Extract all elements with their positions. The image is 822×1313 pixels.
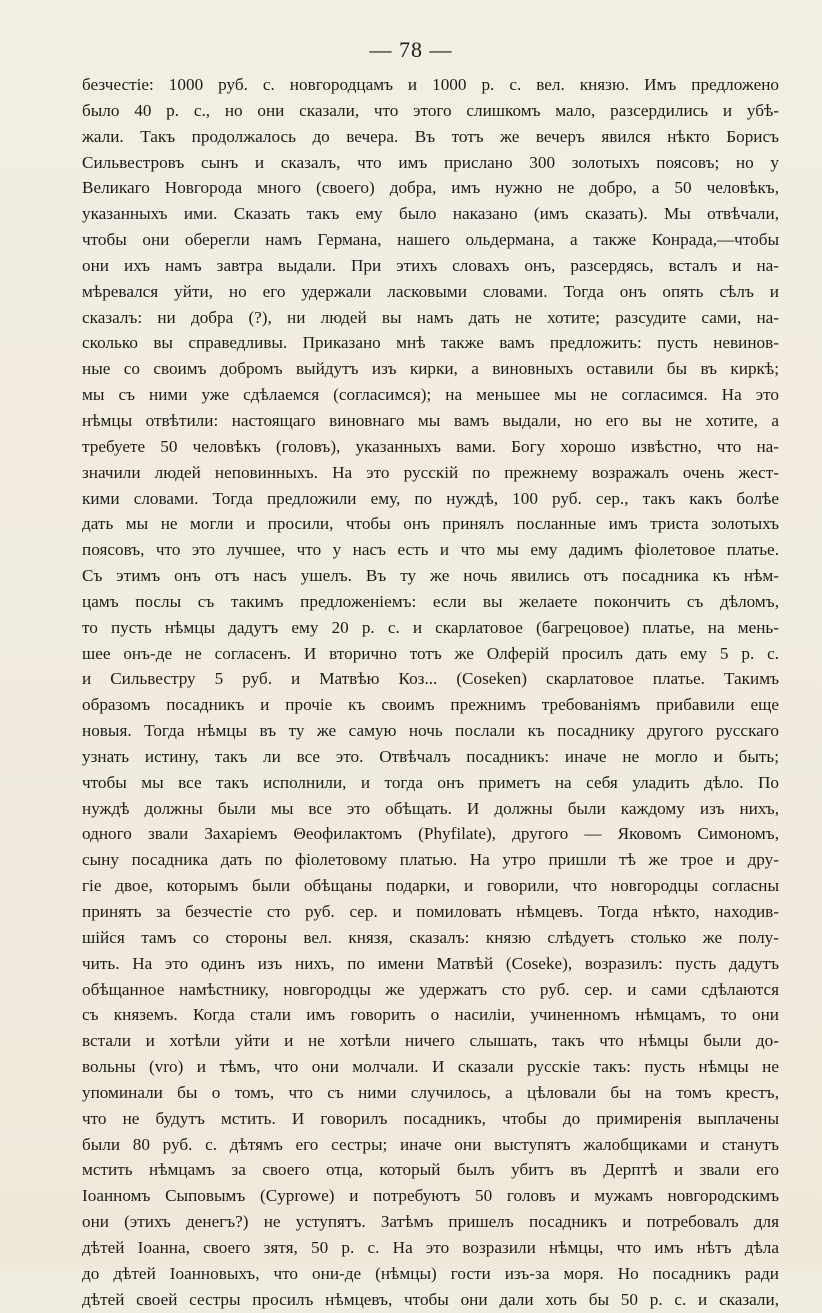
text-line: шійся тамъ со стороны вел. князя, сказалъ: князю слѣдуетъ столько же полу- [82, 927, 779, 947]
text-line: сколько вы справедливы. Приказано мнѣ также вамъ предложить: пусть невинов- [82, 333, 779, 353]
text-line: было 40 р. с., но они сказали, что этого слишкомъ мало, разсердились и убѣ- [82, 100, 779, 120]
text-line: значили людей неповинныхъ. На это русскій по прежнему возражалъ очень жест- [82, 462, 779, 482]
text-line: упоминали бы о томъ, что съ ними случилось, а цѣловали бы на томъ крестъ, [82, 1082, 779, 1102]
page-number: — 78 — [369, 37, 453, 62]
text-line: шее онъ-де не согласенъ. И вторично тотъ же Олферій просилъ дать ему 5 р. с. [82, 643, 779, 663]
body-text [82, 72, 779, 1313]
text-line: Сильвестровъ сынъ и сказалъ, что имъ прислано 300 золотыхъ поясовъ; но у [82, 152, 779, 172]
text-line: указанныхъ ими. Сказать такъ ему было наказано (имъ сказать). Мы отвѣчали, [82, 204, 779, 224]
text-line: мѣревался уйти, но его удержали ласковыми словами. Тогда онъ опять сѣлъ и [82, 281, 779, 301]
text-line: принять за безчестіе сто руб. сер. и помиловать нѣмцевъ. Тогда нѣкто, находив- [82, 902, 779, 921]
text-line: цамъ послы съ такимъ предложеніемъ: если вы желаете покончить съ дѣломъ, [82, 591, 779, 611]
text-line: ные со своимъ добромъ выйдутъ изъ кирки, а виновныхъ оставили бы въ киркѣ; [82, 359, 779, 379]
text-line: до дѣтей Іоанновыхъ, что они-де (нѣмцы) гости изъ-за моря. Но посадникъ ради [82, 1263, 779, 1283]
text-line: поясовъ, что это лучшее, что у насъ есть и что мы ему дадимъ фіолетовое платье. [82, 540, 779, 560]
text-line: вольны (vro) и тѣмъ, что они молчали. И сказали русскіе такъ: пусть нѣмцы не [82, 1057, 779, 1077]
text-line: чтобы мы все такъ исполнили, и тогда онъ приметъ на себя уладить дѣло. По [82, 772, 779, 792]
text-line: чтобы они оберегли намъ Германа, нашего ольдермана, а также Конрада,—чтобы [82, 230, 779, 250]
text-line: они ихъ намъ завтра выдали. При этихъ словахъ онъ, разсердясь, всталъ и на- [82, 255, 779, 275]
text-line: образомъ посадникъ и прочіе къ своимъ прежнимъ требованіямъ прибавили еще [82, 695, 779, 715]
text-line: мстить нѣмцамъ за своего отца, который былъ убитъ въ Дерптѣ и звали его [82, 1160, 779, 1180]
text-line: нѣмцы отвѣтили: настоящаго виновнаго мы вамъ выдали, но его вы не хотите, а [82, 410, 779, 430]
text-line: встали и хотѣли уйти и не хотѣли ничего слышать, такъ что нѣмцы были до- [82, 1031, 779, 1051]
text-line: чить. На это одинъ изъ нихъ, по имени Матвѣй (Coseke), возразилъ: пусть дадутъ [82, 953, 779, 973]
text-line: дѣтей Іоанна, своего зятя, 50 р. с. На это возразили нѣмцы, что имъ нѣтъ дѣла [82, 1237, 779, 1257]
text-line: нуждѣ должны были мы все это обѣщать. И должны были каждому изъ нихъ, [82, 798, 779, 818]
text-line: и Сильвестру 5 руб. и Матвѣю Коз... (Coseken) скарлатовое платье. Такимъ [82, 669, 779, 689]
text-line: новыя. Тогда нѣмцы въ ту же самую ночь послали къ посаднику другого русскаго [82, 721, 779, 741]
text-line: одного звали Захаріемъ Θеофилактомъ (Phyfilate), другого — Яковомъ Симономъ, [82, 824, 779, 844]
text-line: мы съ ними уже сдѣлаемся (согласимся); на меньшее мы не согласимся. На это [82, 385, 779, 405]
text-line: сыну посадника дать по фіолетовому платью. На утро пришли тѣ же трое и дру- [82, 850, 779, 870]
text-line: сказалъ: ни добра (?), ни людей вы намъ дать не хотите; разсудите сами, на- [82, 307, 779, 327]
text-line: дать мы не могли и просили, чтобы онъ принялъ посланные имъ триста золотыхъ [82, 514, 779, 534]
text-line: обѣщанное намѣстнику, новгородцы же удержатъ сто руб. сер. и сами сдѣлаются [82, 979, 779, 999]
text-line: гіе двое, которымъ были обѣщаны подарки, и говорили, что новгородцы согласны [82, 876, 779, 896]
text-line: были 80 руб. с. дѣтямъ его сестры; иначе они выступятъ жалобщиками и станутъ [82, 1134, 779, 1154]
text-line: то пусть нѣмцы дадутъ ему 20 р. с. и скарлатовое (багрецовое) платье, на мень- [82, 617, 779, 637]
text-line: дѣтей своей сестры просилъ нѣмцевъ, чтобы они дали хоть бы 50 р. с. и сказали, [82, 1289, 779, 1309]
text-line: безчестіе: 1000 руб. с. новгородцамъ и 1000 р. с. вел. князю. Имъ предложено [82, 75, 779, 94]
text-line: что не будутъ мстить. И говорилъ посадникъ, чтобы до примиренія выплачены [82, 1108, 779, 1128]
text-line: Великаго Новгорода много (своего) добра, имъ нужно не добро, а 50 человѣкъ, [82, 178, 779, 198]
text-line: требуете 50 человѣкъ (головъ), указанныхъ вами. Богу хорошо извѣстно, что на- [82, 436, 779, 456]
text-line: съ княземъ. Когда стали имъ говорить о насиліи, учиненномъ нѣмцамъ, то они [82, 1005, 779, 1025]
text-line: Іоанномъ Сыповымъ (Cyprowe) и потребуютъ 50 головъ и мужамъ новгородскимъ [82, 1186, 779, 1206]
text-line: жали. Такъ продолжалось до вечера. Въ тотъ же вечеръ явился нѣкто Борисъ [82, 126, 779, 146]
text-line: они (этихъ денегъ?) не уступятъ. Затѣмъ пришелъ посадникъ и потребовалъ для [82, 1212, 779, 1232]
text-line: кими словами. Тогда предложили ему, по нуждѣ, 100 руб. сер., такъ какъ болѣе [82, 488, 779, 508]
text-line: Съ этимъ онъ отъ насъ ушелъ. Въ ту же ночь явились отъ посадника къ нѣм- [82, 566, 779, 586]
text-line: узнать истину, такъ ли все это. Отвѣчалъ посадникъ: иначе не могло и быть; [82, 746, 779, 766]
